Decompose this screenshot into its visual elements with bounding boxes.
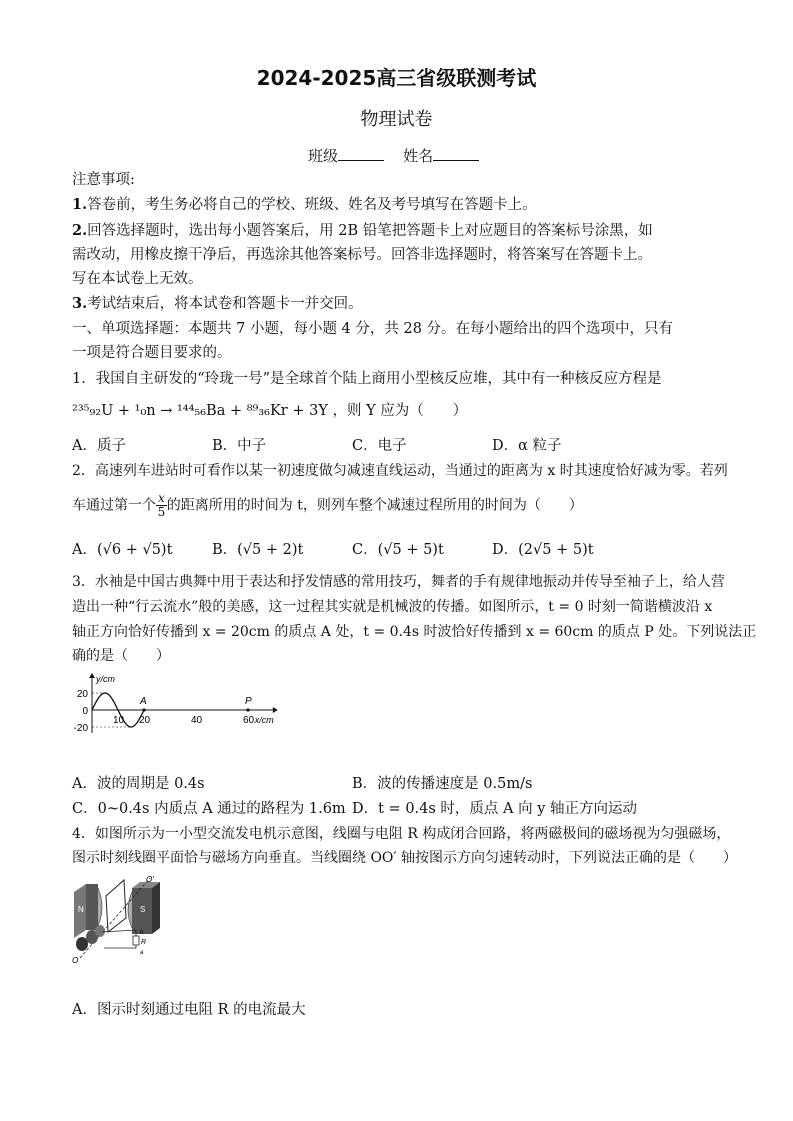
q1-option-d: D．α 粒子 [492,438,562,454]
label-b: b [140,930,144,936]
q1-option-a: A．质子 [72,438,126,454]
q2-option-c: C．(√5 + 5)t [352,542,444,558]
q3-stem: 3．水袖是中国古典舞中用于表达和抒发情感的常用技巧，舞者的手有规律地振动并传导至袖子上，给人营 [72,574,725,590]
notice-item-3: 3.考试结束后，将本试卷和答题卡一并交回。 [72,295,363,312]
point-a-marker [142,708,145,711]
section-heading: 一、单项选择题：本题共 7 小题，每小题 4 分，共 28 分。在每小题给出的四个选项中，只有 [72,321,674,337]
q2-fraction: $\frac{x}{5}$ [157,491,166,519]
q3-stem-line4: 确的是（ ） [72,648,170,664]
notice-item-2: 2.回答选择题时，选出每小题答案后，用 2B 铅笔把答题卡上对应题目的答案标号涂黑，如 [72,222,653,239]
x-tick-label: 10 [113,715,125,726]
wave-chart [66,672,292,744]
q3-option-b: B．波的传播速度是 0.5m/s [352,776,533,792]
exam-title: 2024-2025高三省级联测考试 [256,66,537,90]
q4-stem-line2: 图示时刻线圈平面恰与磁场方向垂直。当线圈绕 OO′ 轴按图示方向匀速转动时，下列说法正确的是（ ） [72,850,738,866]
q2-option-d: D．(2√5 + 5)t [492,542,594,558]
q1-stem: 1．我国自主研发的“玲珑一号”是全球首个陆上商用小型核反应堆，其中有一种核反应方程是 [72,371,662,387]
x-axis-label: x/cm [254,715,274,725]
q2-stem-line2: 车通过第一个 $\frac{x}{5}$ 的距离所用的时间为 t，则列车整个减速过程所用的时间为（ ） [72,491,583,519]
q3-stem-line3: 轴正方向恰好传播到 x = 20cm 的质点 A 处，t = 0.4s 时波恰好传播到 x = 60cm 的质点 P 处。下列说法正 [72,624,757,640]
label-o: O [72,956,79,964]
q1-option-b: B．中子 [212,438,267,454]
point-p-label: P [245,696,252,707]
class-blank [338,146,384,161]
y-axis-label: y/cm [96,674,115,684]
q4-stem: 4．如图所示为一小型交流发电机示意图，线圈与电阻 R 构成闭合回路，将两磁极间的磁场视为匀强磁场， [72,826,731,842]
class-name-line [308,146,479,166]
notice-item-1: 1.答卷前，考生务必将自己的学校、班级、姓名及考号填写在答题卡上。 [72,196,537,213]
label-o-prime: O′ [146,875,154,884]
label-r: R [141,939,147,946]
x-tick-label: 60 [243,715,255,726]
q2-stem: 2．高速列车进站时可看作以某一初速度做匀减速直线运动，当通过的距离为 x 时其速度恰好减为零。若列 [72,463,728,479]
y-tick-label: 20 [76,689,88,700]
q2-option-a: A．(√6 + √5)t [72,542,173,558]
x-tick-label: 20 [139,715,151,726]
point-a-label: A [140,696,147,707]
q3-option-d: D．t = 0.4s 时，质点 A 向 y 轴正方向运动 [352,801,638,817]
q3-option-a: A．波的周期是 0.4s [72,776,205,792]
section-heading-line2: 一项是符合题目要求的。 [72,345,232,361]
coil [106,880,126,932]
q2-option-b: B．(√5 + 2)t [212,542,304,558]
q4-option-a: A．图示时刻通过电阻 R 的电流最大 [72,1002,306,1018]
y-axis-arrow [89,673,95,678]
notice-item-2-line2: 需改动，用橡皮擦干净后，再选涂其他答案标号。回答非选择题时，将答案写在答题卡上。 [72,247,652,263]
point-p-marker [246,708,249,711]
label-n: N [78,905,84,914]
resistor-r [133,936,139,945]
label-s: S [140,905,146,914]
q3-option-c: C．0~0.4s 内质点 A 通过的路程为 1.6m [72,801,346,817]
circuit-wire [102,930,136,948]
y-tick-label: -20 [73,723,88,734]
label-a: a [140,950,144,956]
name-label: 姓名 [403,147,434,165]
notice-item-2-line3: 写在本试卷上无效。 [72,271,203,287]
exam-subtitle: 物理试卷 [360,109,433,130]
name-blank [433,146,479,161]
q1-option-c: C．电子 [352,438,407,454]
q1-equation: ²³⁵₉₂U + ¹₀n → ¹⁴⁴₅₆Ba + ⁸⁹₃₆Kr + 3Y ，则 Y 应为（ ） [72,403,468,419]
q3-stem-line2: 造出一种“行云流水”般的美感，这一过程其实就是机械波的传播。如图所示，t = 0 时刻一简谐横波沿 x [72,599,713,615]
x-tick-label: 40 [191,715,203,726]
class-label: 班级 [308,147,339,165]
x-axis-arrow [273,707,278,713]
notice-heading: 注意事项: [72,172,135,188]
generator-diagram [70,874,170,964]
y-tick-label: 0 [82,706,88,717]
